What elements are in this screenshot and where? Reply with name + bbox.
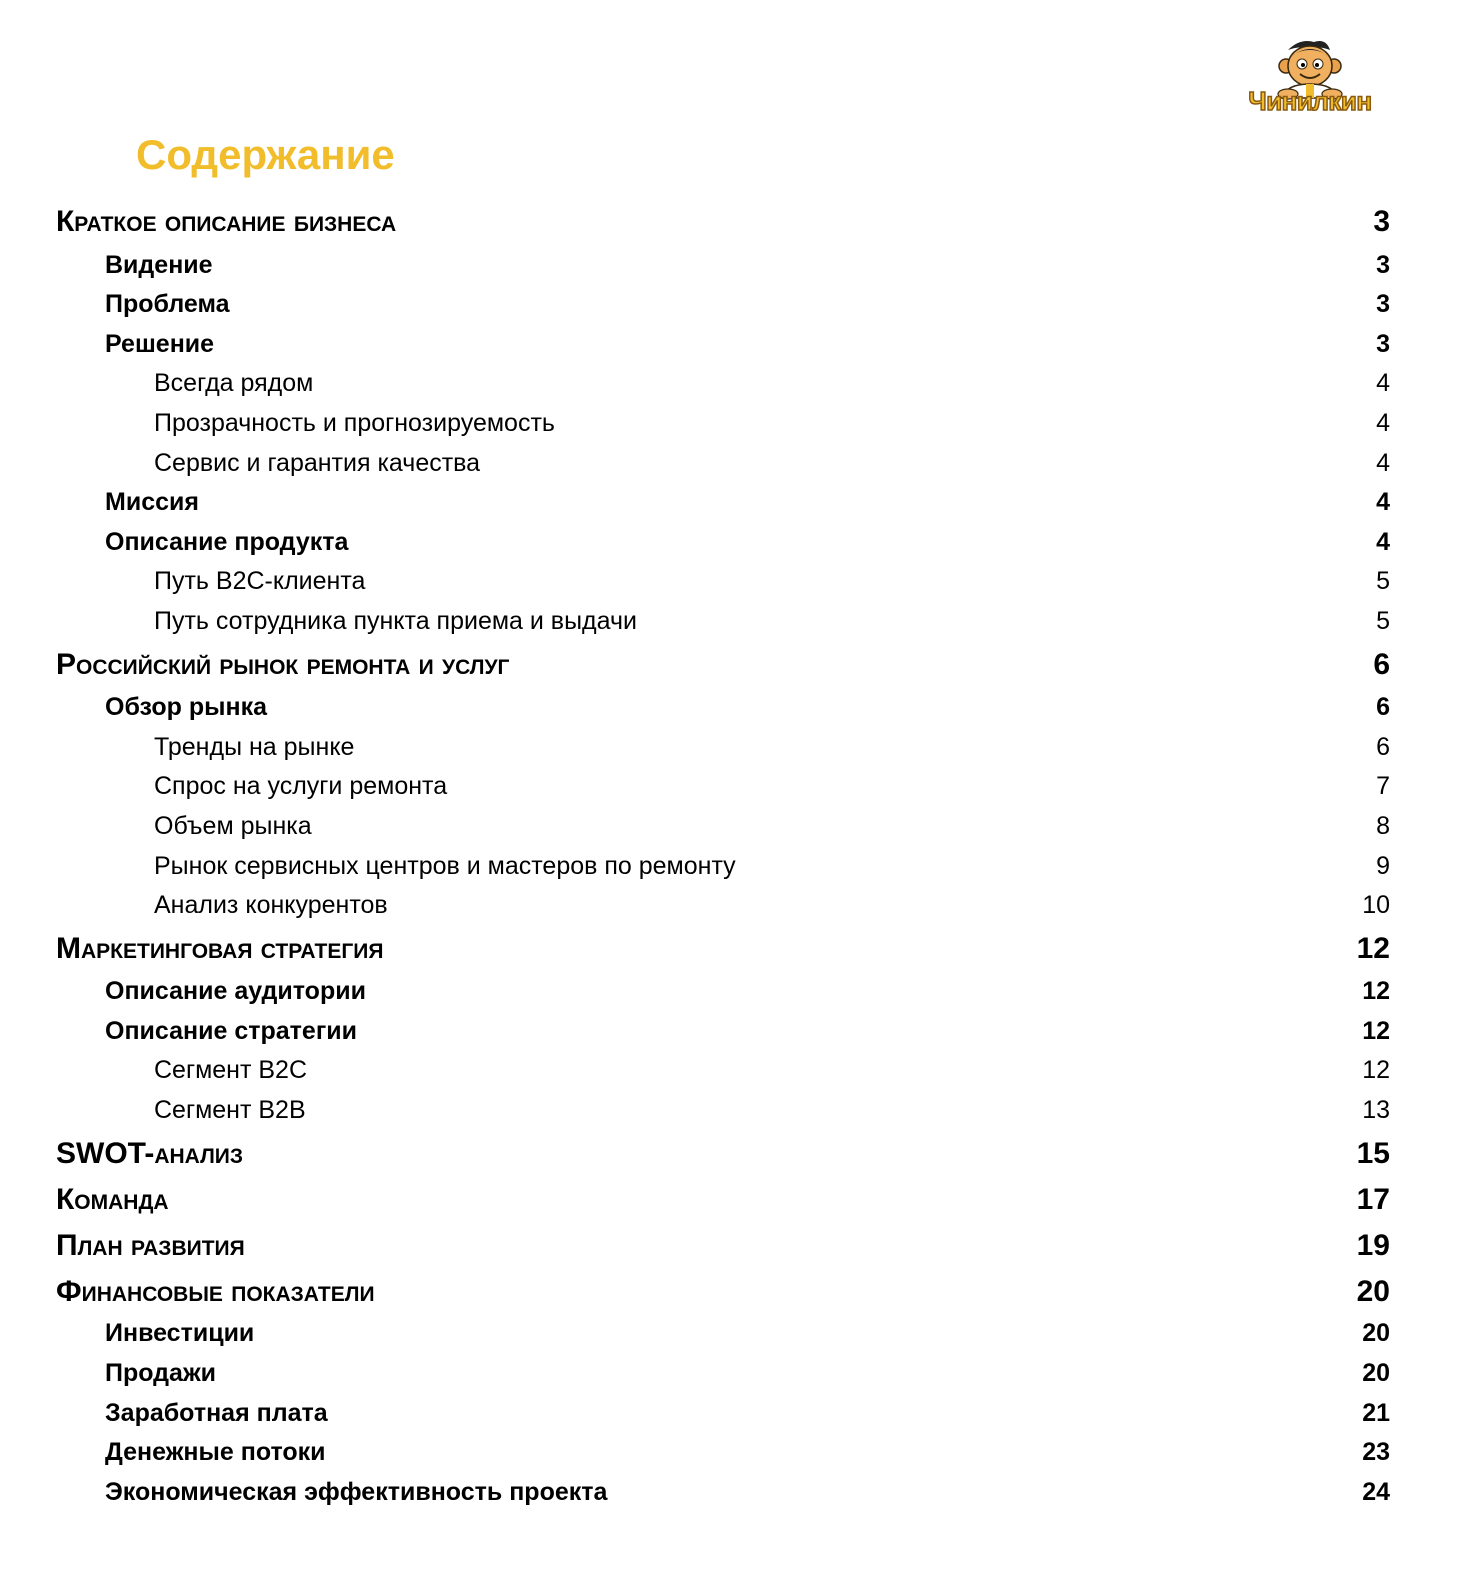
toc-entry[interactable] — [0, 561, 1468, 601]
toc-entry-page-number: 20 — [1356, 1275, 1390, 1308]
toc-entry-page-number: 8 — [1376, 812, 1390, 840]
toc-entry-page-number: 9 — [1376, 852, 1390, 880]
toc-entry-page-number: 21 — [1362, 1399, 1390, 1427]
toc-entry-page-number: 4 — [1376, 369, 1390, 397]
toc-entry-label: Сервис и гарантия качества — [154, 449, 481, 477]
toc-entry[interactable] — [0, 1472, 1468, 1512]
toc-entry-page-number: 15 — [1356, 1137, 1390, 1170]
toc-entry-page-number: 3 — [1373, 205, 1390, 238]
toc-entry[interactable] — [0, 971, 1468, 1011]
toc-entry[interactable] — [0, 403, 1468, 443]
toc-entry[interactable] — [0, 806, 1468, 846]
toc-entry[interactable] — [0, 522, 1468, 562]
toc-entry-label: Обзор рынка — [105, 693, 267, 721]
toc-entry[interactable] — [0, 1432, 1468, 1472]
toc-entry-page-number: 6 — [1376, 733, 1390, 761]
toc-entry[interactable] — [0, 284, 1468, 324]
logo-wordmark: Чинилкин — [1248, 86, 1372, 116]
toc-entry-page-number: 20 — [1362, 1359, 1390, 1387]
toc-entry-label: Спрос на услуги ремонта — [154, 772, 448, 800]
toc-entry-page-number: 6 — [1373, 648, 1390, 681]
toc-entry-label: Описание продукта — [105, 528, 349, 556]
toc-entry[interactable] — [0, 928, 1468, 968]
toc-entry-page-number: 5 — [1376, 567, 1390, 595]
toc-entry-label: Заработная плата — [105, 1399, 328, 1427]
toc-entry-label: Российский рынок ремонта и услуг — [56, 648, 510, 681]
toc-entry-label: Всегда рядом — [154, 369, 314, 397]
toc-entry-label: Продажи — [105, 1359, 217, 1387]
toc-entry-page-number: 13 — [1362, 1096, 1390, 1124]
toc-entry-label: Рынок сервисных центров и мастеров по ремонту — [154, 852, 736, 880]
toc-entry-page-number: 4 — [1376, 488, 1390, 516]
toc-entry[interactable] — [0, 1353, 1468, 1393]
toc-entry[interactable] — [0, 766, 1468, 806]
toc-entry[interactable] — [0, 363, 1468, 403]
toc-entry[interactable] — [0, 1313, 1468, 1353]
toc-entry-label: SWOT-анализ — [56, 1137, 244, 1170]
toc-entry[interactable] — [0, 324, 1468, 364]
page-title: Содержание — [136, 131, 395, 178]
toc-entry-page-number: 3 — [1376, 251, 1390, 279]
toc-entry-label: Денежные потоки — [105, 1438, 326, 1466]
toc-entry-label: Краткое описание бизнеса — [56, 205, 397, 238]
toc-entry-page-number: 12 — [1362, 977, 1390, 1005]
toc-entry-page-number: 3 — [1376, 290, 1390, 318]
toc-entry-page-number: 23 — [1362, 1438, 1390, 1466]
toc-entry[interactable] — [0, 687, 1468, 727]
toc-entry-page-number: 24 — [1362, 1478, 1390, 1506]
toc-entry-label: Экономическая эффективность проекта — [105, 1478, 608, 1506]
toc-entry-label: Сегмент B2C — [154, 1056, 308, 1084]
toc-entry[interactable] — [0, 1393, 1468, 1433]
toc-entry-page-number: 3 — [1376, 330, 1390, 358]
toc-entry-label: Тренды на рынке — [154, 733, 355, 761]
toc-entry[interactable] — [0, 245, 1468, 285]
toc-entry-label: Анализ конкурентов — [154, 891, 388, 919]
toc-entry-page-number: 4 — [1376, 409, 1390, 437]
toc-entry[interactable] — [0, 1179, 1468, 1219]
toc-entry-page-number: 10 — [1362, 891, 1390, 919]
toc-entry[interactable] — [0, 1050, 1468, 1090]
toc-entry-label: Путь сотрудника пункта приема и выдачи — [154, 607, 637, 635]
toc-entry-page-number: 7 — [1376, 772, 1390, 800]
toc-entry[interactable] — [0, 201, 1468, 241]
toc-entry-label: Миссия — [105, 488, 199, 516]
toc-entry-label: Инвестиции — [105, 1319, 255, 1347]
toc-entry-label: Команда — [56, 1183, 169, 1216]
toc-entry[interactable] — [0, 1271, 1468, 1311]
toc-entry-label: План развития — [56, 1229, 245, 1262]
toc-entry-label: Сегмент B2B — [154, 1096, 306, 1124]
toc-entry-label: Финансовые показатели — [56, 1275, 375, 1308]
toc-entry-label: Проблема — [105, 290, 230, 318]
toc-entry-page-number: 12 — [1362, 1056, 1390, 1084]
toc-entry-label: Описание стратегии — [105, 1017, 357, 1045]
toc-entry-label: Маркетинговая стратегия — [56, 932, 384, 965]
toc-entry-page-number: 12 — [1356, 932, 1390, 965]
toc-entry[interactable] — [0, 846, 1468, 886]
toc-entry[interactable] — [0, 1133, 1468, 1173]
chinilkin-logo — [1230, 36, 1390, 120]
toc-entry[interactable] — [0, 1011, 1468, 1051]
toc-entry-page-number: 12 — [1362, 1017, 1390, 1045]
toc-entry[interactable] — [0, 1225, 1468, 1265]
toc-entry-label: Описание аудитории — [105, 977, 366, 1005]
toc-entry[interactable] — [0, 727, 1468, 767]
toc-entry-label: Прозрачность и прогнозируемость — [154, 409, 555, 437]
toc-entry[interactable] — [0, 443, 1468, 483]
toc-entry-label: Объем рынка — [154, 812, 312, 840]
toc-entry-label: Решение — [105, 330, 215, 358]
toc-entry-label: Путь B2C-клиента — [154, 567, 366, 595]
toc-entry-page-number: 4 — [1376, 449, 1390, 477]
toc-entry[interactable] — [0, 644, 1468, 684]
toc-entry[interactable] — [0, 601, 1468, 641]
toc-entry-page-number: 19 — [1356, 1229, 1390, 1262]
toc-entry-page-number: 20 — [1362, 1319, 1390, 1347]
toc-entry[interactable] — [0, 885, 1468, 925]
toc-entry[interactable] — [0, 1090, 1468, 1130]
toc-entry-page-number: 6 — [1376, 693, 1390, 721]
toc-entry[interactable] — [0, 482, 1468, 522]
toc-entry-page-number: 5 — [1376, 607, 1390, 635]
toc-entry-page-number: 4 — [1376, 528, 1390, 556]
toc-entry-page-number: 17 — [1356, 1183, 1390, 1216]
toc-entry-label: Видение — [105, 251, 213, 279]
